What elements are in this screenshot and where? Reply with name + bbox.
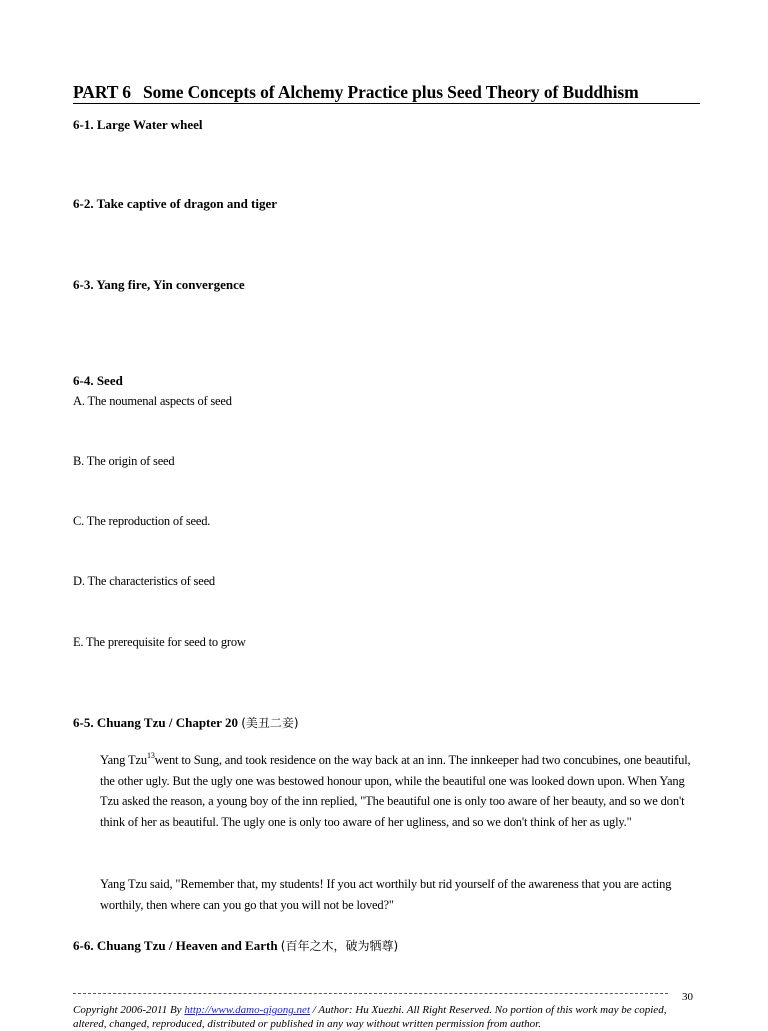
- footer-copyright: [73, 1003, 693, 1031]
- title-underline: [73, 103, 700, 104]
- section-heading-6-5-cjk: (美丑二妾): [241, 716, 299, 730]
- story-quote: Yang Tzu said, "Remember that, my students! If you act worthily but rid yourself of the awareness that you are acting worthily, then where can you go that you will not be loved?": [100, 877, 672, 912]
- story-text: went to Sung, and took residence on the way back at an inn. The innkeeper had two concubines, one beautiful, the other ugly. But the ugly one was bestowed honour upon, while the beautiful one was looked down upon. When Yang Tzu asked the reason, a young boy of the inn replied, "The beautiful one is only too aware of her beauty, and so we don't think of her as beautiful. The ugly one is only too aware of her ugliness, and so we don't think of her as ugly.": [100, 753, 691, 829]
- section-heading-6-5-text: 6-5. Chuang Tzu / Chapter 20: [73, 715, 238, 730]
- part-title: [73, 82, 639, 103]
- page-number: 30: [682, 991, 693, 1003]
- part-title-text: Some Concepts of Alchemy Practice plus Seed Theory of Buddhism: [142, 82, 639, 102]
- section-heading-6-6-text: 6-6. Chuang Tzu / Heaven and Earth: [73, 938, 278, 953]
- seed-subheading-e: E. The prerequisite for seed to grow: [73, 635, 246, 649]
- section-heading-6-3: 6-3. Yang fire, Yin convergence: [73, 277, 245, 292]
- footer-separator: [73, 993, 668, 994]
- section-heading-6-6: [73, 937, 398, 954]
- website-link[interactable]: http://www.damo-qigong.net: [184, 1004, 310, 1016]
- section-heading-6-4: 6-4. Seed: [73, 373, 123, 388]
- section-heading-6-6-cjk: (百年之木，破为牺尊): [280, 939, 399, 953]
- section-heading-6-5: [73, 714, 299, 731]
- part-number: PART 6: [73, 82, 131, 102]
- section-heading-6-2: 6-2. Take captive of dragon and tiger: [73, 196, 278, 211]
- story-paragraph-2: [100, 874, 700, 915]
- seed-subheading-a: A. The noumenal aspects of seed: [73, 394, 232, 408]
- footnote-ref[interactable]: 13: [146, 751, 155, 760]
- copyright-prefix: Copyright 2006-2011 By: [73, 1004, 185, 1016]
- seed-subheading-c: C. The reproduction of seed.: [73, 514, 211, 528]
- copyright-suffix: / Author: Hu Xuezhi. All Right Reserved. No portion of this work may be copied, altered, changed, reproduced, distributed or published in any way without written permission from author.: [73, 1004, 667, 1030]
- story-lead: Yang Tzu: [100, 753, 147, 767]
- seed-subheading-b: B. The origin of seed: [73, 454, 175, 468]
- section-heading-6-1: 6-1. Large Water wheel: [73, 117, 203, 132]
- story-paragraph-1: [100, 750, 700, 832]
- seed-subheading-d: D. The characteristics of seed: [73, 574, 215, 588]
